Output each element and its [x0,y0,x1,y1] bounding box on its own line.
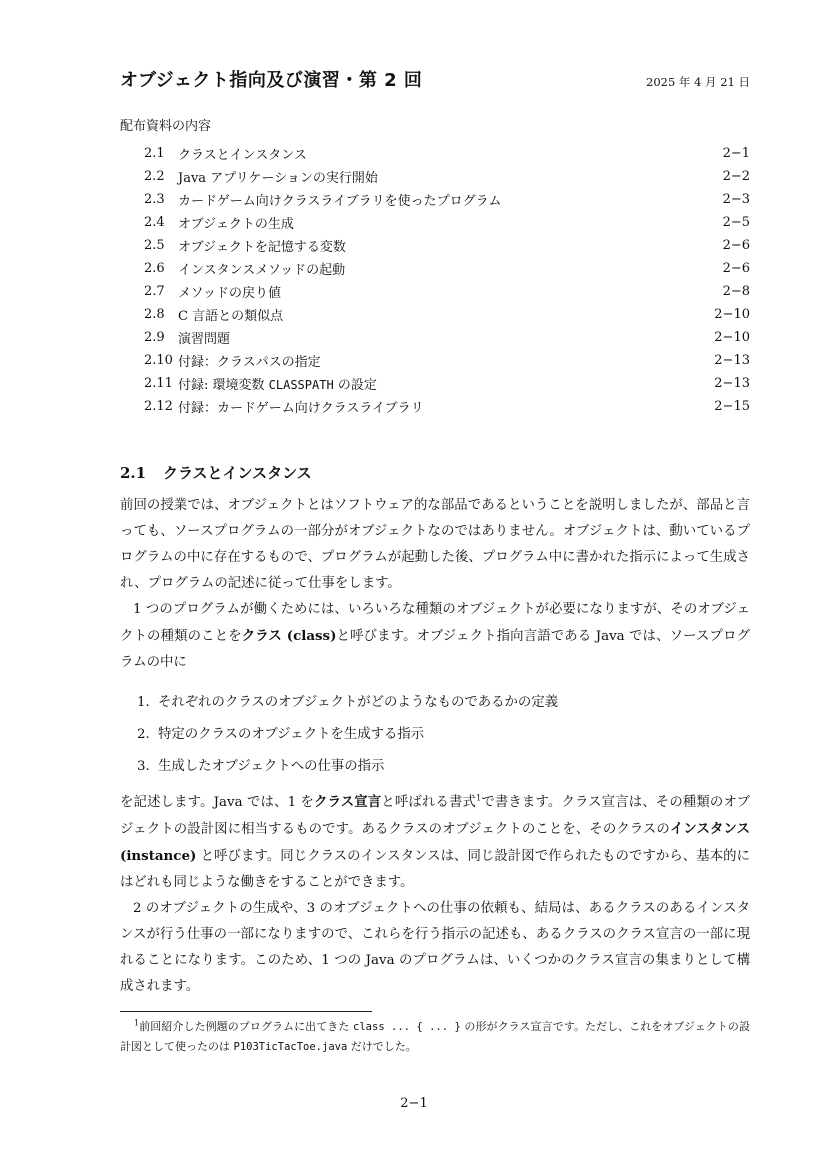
term-instance-en: (instance) [120,848,197,864]
toc-entry-number: 2.4 [144,215,165,230]
toc-leader-dots [430,400,704,414]
toc-entry-number: 2.10 [144,353,173,368]
toc-entry-page: 2−1 [722,146,750,161]
body-paragraphs-2 [120,790,750,1000]
toc-entry-number: 2.6 [144,261,165,276]
toc-entry-page: 2−5 [722,215,750,230]
toc-entry-number: 2.7 [144,284,165,299]
toc-entry-title: Java アプリケーションの実行開始 [178,171,378,186]
toc-entry-number: 2.11 [144,376,173,391]
list-item-text: それぞれのクラスのオブジェクトがどのようなものであるかの定義 [158,695,559,710]
paragraph: 前回の授業では、オブジェクトとはソフトウェア的な部品であるということを説明しましたが、部品と言っても、ソースプログラムの一部分がオブジェクトなのではありません。オブジェクトは、動いているプログラムの中に存在するもので、プログラムが起動した後、プログラム中に書かれた指示によって生成され、プログラムの記述に従って仕事をします。 [120,498,750,591]
toc-entry-number: 2.1 [144,146,165,161]
toc-entry-page: 2−13 [714,353,750,368]
text-run: 1 つのプログラムが働くためには、いろいろな種類のオブジェクトが必要になりますが、そのオブジェクトの種類のことを [120,602,750,644]
toc-entry-page: 2−13 [714,376,750,391]
code-snippet: class ... { ... } [353,1021,461,1033]
toc-entry[interactable] [144,188,750,211]
toc-entry-title: カードゲーム向けクラスライブラリを使ったプログラム [178,194,502,209]
toc-entry[interactable] [144,211,750,234]
list-item-number: 1. [137,695,150,710]
toc-entry[interactable] [144,303,750,326]
text-run: で書きます。クラス宣言は、その種類のオブジェクトの設計図に相当するものです。あるクラスのオブジェクトのことを、そのクラスの [120,795,750,837]
toc-entry-number: 2.8 [144,307,165,322]
toc-leader-dots [507,193,704,207]
footnote-text [120,1017,750,1057]
code-filename: P103TicTacToe.java [233,1041,348,1053]
toc-heading: 配布資料の内容 [120,119,212,134]
page-number: 2−1 [400,1096,428,1111]
list-item [137,754,747,786]
toc-entry-title: クラスとインスタンス [178,148,307,163]
toc-leader-dots [383,377,704,391]
paragraph [120,597,750,676]
list-item [137,690,747,722]
term-class-en: (class) [281,628,337,644]
text-run: と呼びます。オブジェクト指向言語である Java では、ソースプログラムの中に [120,629,750,670]
toc-entry-page: 2−8 [722,284,750,299]
list-item [137,722,747,754]
text-run: だけでした。 [347,1040,417,1053]
toc-entry-number: 2.9 [144,330,165,345]
section-heading [120,462,312,483]
document-date: 2025 年 4 月 21 日 [646,75,750,89]
toc-entry-page: 2−2 [722,169,750,184]
footnote-divider [120,1011,372,1012]
toc-entry[interactable] [144,234,750,257]
term-class-declaration: クラス宣言 [314,795,382,810]
toc-entry-page: 2−10 [714,307,750,322]
toc-entry-number: 2.3 [144,192,165,207]
list-item-number: 2. [137,727,150,742]
toc-entry-number: 2.5 [144,238,165,253]
toc-leader-dots [289,308,704,322]
toc-entry[interactable] [144,142,750,165]
footnote-number: 1 [134,1018,140,1028]
toc-entry[interactable] [144,326,750,349]
toc-entry-page: 2−3 [722,192,750,207]
toc-entry[interactable] [144,372,750,395]
text-run: の形がクラス宣言です。ただし、これをオブジェクトの設計図として使ったのは [120,1020,751,1053]
toc-entry-page: 2−15 [714,399,750,414]
paragraph [120,790,750,896]
toc-entry-title [178,374,381,393]
text-run: 前回紹介した例題のプログラムに出てきた [139,1020,354,1033]
list-item-text: 生成したオブジェクトへの仕事の指示 [158,759,385,774]
document-title: オブジェクト指向及び演習・第 2 回 [120,70,423,91]
page-header [120,66,750,92]
body-paragraphs-1 [120,493,750,676]
toc-leader-dots [384,170,704,184]
list-item-number: 3. [137,759,150,774]
toc-entry-title: オブジェクトを記憶する変数 [178,240,346,255]
toc-entry-title-suffix: の設定 [333,378,377,393]
toc-leader-dots [313,147,704,161]
numbered-list [137,690,747,786]
toc-entry[interactable] [144,395,750,418]
toc-leader-dots [351,262,704,276]
section-number: 2.1 [120,464,147,482]
section-title: クラスとインスタンス [163,464,312,482]
toc-entry-title: メソッドの戻り値 [178,286,281,301]
toc-leader-dots [352,239,704,253]
toc-entry-number: 2.2 [144,169,165,184]
toc-entry-page: 2−10 [714,330,750,345]
text-run: と呼ばれる書式 [381,795,477,810]
toc-entry[interactable] [144,349,750,372]
term-class: クラス [241,629,282,644]
toc-entry-title-code: CLASSPATH [268,378,334,392]
toc-entry-number: 2.12 [144,399,173,414]
toc-leader-dots [287,285,704,299]
text-run: と呼びます。同じクラスのインスタンスは、同じ設計図で作られたものですから、基本的にはどれも同じような働きをすることができます。 [120,849,750,890]
toc-leader-dots [300,216,704,230]
toc-leader-dots [236,331,704,345]
toc-leader-dots [327,354,704,368]
toc-entry-title-prefix: 付録: 環境変数 [178,378,269,393]
paragraph: 2 のオブジェクトの生成や、3 のオブジェクトへの仕事の依頼も、結局は、あるクラスのあるインスタンスが行う仕事の一部になりますので、これらを行う指示の記述も、あるクラスのクラス宣言の一部に現れることになります。このため、1 つの Java のプログラムは、いくつかのクラス宣言の集まりとして構成されます。 [120,901,750,994]
toc-entry-title: C 言語との類似点 [178,309,284,324]
toc-entry-page: 2−6 [722,261,750,276]
table-of-contents [144,142,750,418]
toc-entry-title: 演習問題 [178,332,231,347]
toc-entry[interactable] [144,165,750,188]
toc-entry-title: 付録：クラスパスの指定 [178,355,321,370]
toc-entry-title: インスタンスメソッドの起動 [178,263,346,278]
footnote-marker[interactable]: 1 [476,793,482,803]
footnote [120,1017,750,1057]
term-instance: インスタンス [669,822,750,837]
toc-entry[interactable] [144,257,750,280]
toc-entry-title: 付録：カードゲーム向けクラスライブラリ [178,401,424,416]
text-run: を記述します。Java では、1 を [120,795,315,810]
toc-entry-page: 2−6 [722,238,750,253]
toc-entry-title: オブジェクトの生成 [178,217,294,232]
list-item-text: 特定のクラスのオブジェクトを生成する指示 [158,727,425,742]
toc-entry[interactable] [144,280,750,303]
